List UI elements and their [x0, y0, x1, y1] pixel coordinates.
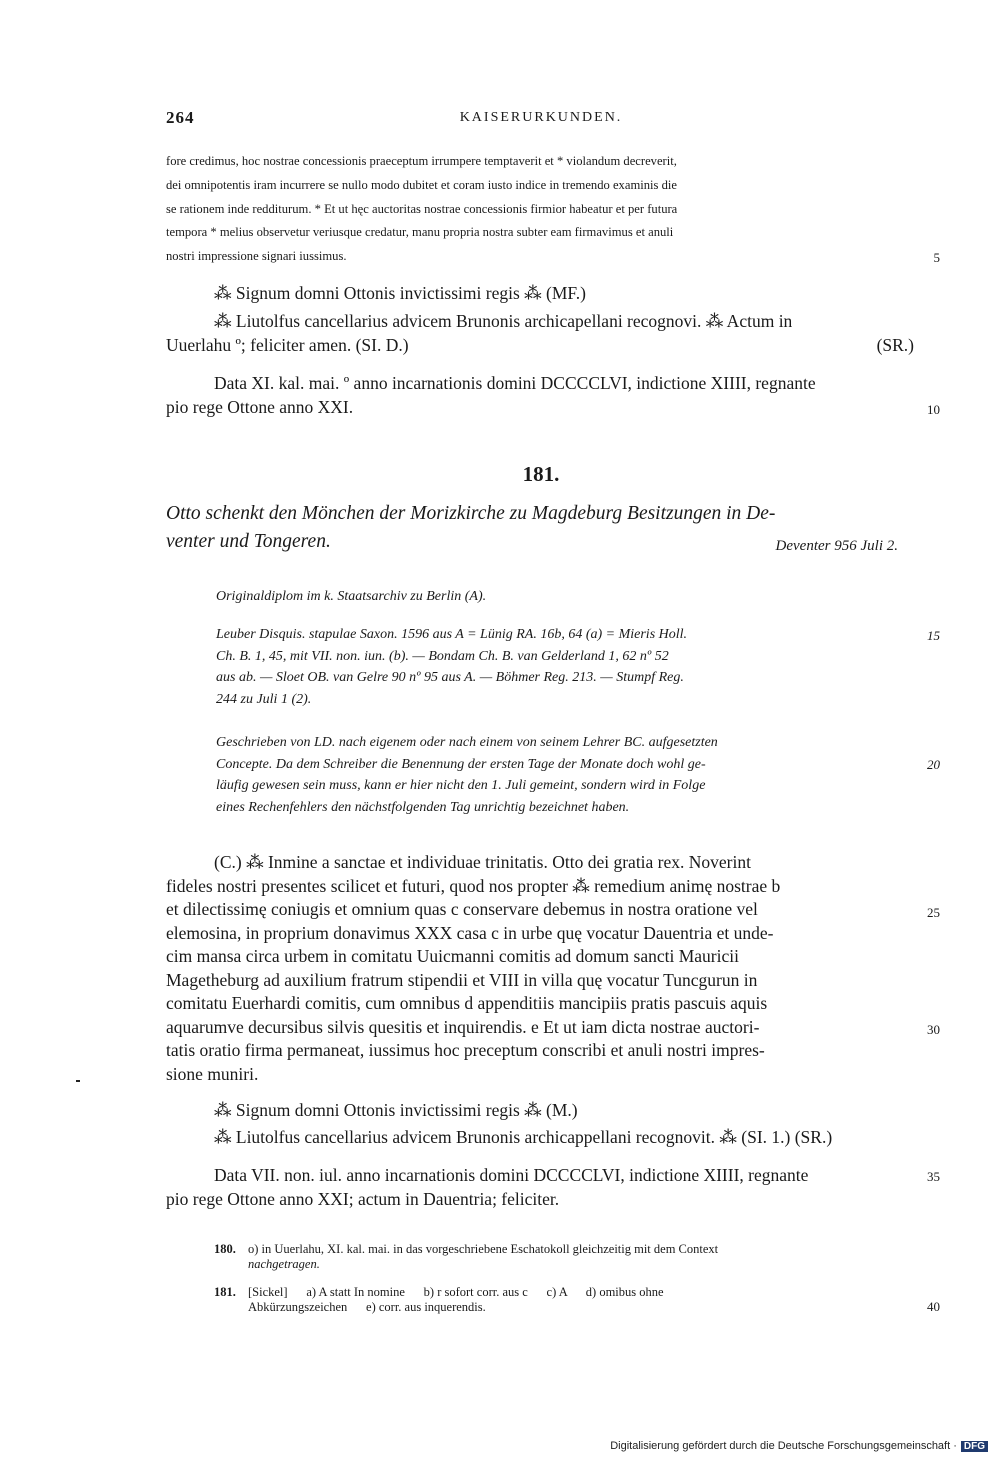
- commentary-line: läufig gewesen sein muss, kann er hier nicht den 1. Juli gemeint, sondern wird in Folge: [216, 778, 706, 793]
- footnote-line: o) in Uuerlahu, XI. kal. mai. in das vorgeschriebene Eschatokoll gleichzeitig mit dem Context: [248, 1242, 719, 1256]
- footnote-180: [216, 1242, 920, 1272]
- line-number: 10: [927, 402, 940, 417]
- signum-line: ⁂ Signum domni Ottonis invictissimi regis ⁂ (M.): [214, 1100, 578, 1120]
- line-number: 40: [927, 1299, 940, 1314]
- edition-line: 244 zu Juli 1 (2).: [216, 691, 312, 707]
- text-line: sione muniri.: [166, 1063, 259, 1084]
- title-line: venter und Tongeren.: [166, 531, 331, 552]
- text-line: (C.) ⁂ Inmine a sanctae et individuae trinitatis. Otto dei gratia rex. Noverint: [214, 852, 751, 872]
- doc180-recognition: [166, 310, 918, 357]
- recognition-line: [166, 334, 918, 358]
- footnote-number: 180.: [214, 1242, 236, 1256]
- commentary-line: eines Rechenfehlers den nächstfolgenden Tag unrichtig bezeichnet haben.: [216, 799, 630, 815]
- footnote-line: [Sickel] a) A statt In nomine b) r sofort corr. aus c c) A d) omibus ohne: [248, 1285, 664, 1299]
- text-line: et dilectissimę coniugis et omnium quas c conservare debemus in nostra oratione vel: [166, 899, 758, 919]
- text-line: comitatu Euerhardi comitis, cum omnibus d appenditiis mancipiis pratis pascuis aquis: [166, 993, 768, 1013]
- editions-list: [216, 624, 940, 710]
- footnote-line: Abkürzungszeichen e) corr. aus inquerendis.: [248, 1300, 486, 1314]
- text-line: elemosina, in proprium donavimus XXX casa c in urbe quę vocatur Dauentria et unde-: [166, 922, 774, 943]
- text-line: Magetheburg ad auxilium fratrum stipendii et VIII in villa quę vocatur Tuncgurun in: [166, 969, 758, 990]
- text-line: cim mansa circa urbem in comitatu Uuicmanni comitis ad domum sancti Mauricii: [166, 946, 739, 966]
- doc180-signum: [166, 282, 918, 306]
- line-number: 5: [933, 250, 940, 265]
- document-number: 181.: [522, 462, 560, 486]
- text-line: fore credimus, hoc nostrae concessionis praeceptum irrumpere temptaverit et * violandum decreverit,: [166, 154, 677, 168]
- footnote-text: [248, 1242, 920, 1272]
- footer-text: Digitalisierung gefördert durch die Deutsche Forschungsgemeinschaft ·: [610, 1440, 957, 1452]
- signum-line: ⁂ Signum domni Ottonis invictissimi regis ⁂ (MF.): [214, 283, 586, 303]
- line-number: 25: [927, 905, 940, 920]
- data-line: Data XI. kal. mai. º anno incarnationis domini DCCCCLVI, indictione XIIII, regnante: [214, 373, 816, 393]
- document-date: Deventer 956 Juli 2.: [775, 538, 898, 554]
- footnote-line: nachgetragen.: [248, 1257, 320, 1271]
- text-line: dei omnipotentis iram incurrere se nullo modo dubitet et coram iusto indice in tremendo examinis die: [166, 177, 677, 192]
- text-line: tempora * melius observetur veriusque credatur, manu propria nostra subter eam firmavimus et anuli: [166, 225, 674, 240]
- doc181-recognition: [166, 1126, 918, 1150]
- commentary-line: Geschrieben von LD. nach eigenem oder nach einem von seinem Lehrer BC. aufgesetzten: [216, 735, 718, 750]
- digitization-footer: [610, 1440, 988, 1452]
- doc181-data: [166, 1164, 940, 1211]
- data-line: Data VII. non. iul. anno incarnationis domini DCCCCLVI, indictione XIIII, regnante: [214, 1165, 809, 1185]
- sr-mark: (SR.): [876, 334, 914, 355]
- data-line: pio rege Ottone anno XXI.: [166, 396, 354, 417]
- page-number: 264: [166, 108, 195, 127]
- line-number: 20: [927, 757, 940, 772]
- footnote-number: 181.: [214, 1285, 236, 1299]
- line-number: 15: [927, 628, 940, 643]
- edition-line: aus ab. — Sloet OB. van Gelre 90 nº 95 aus A. — Böhmer Reg. 213. — Stumpf Reg.: [216, 670, 684, 685]
- text-line: nostri impressione signari iussimus.: [166, 249, 347, 264]
- line-number: 35: [927, 1169, 940, 1184]
- edition-line: Leuber Disquis. stapulae Saxon. 1596 aus A = Lünig RA. 16b, 64 (a) = Mieris Holl.: [216, 627, 688, 642]
- text-line: se rationem inde redditurum. * Et ut hęc auctoritas nostrae concessionis firmior habeatur et per futura: [166, 201, 678, 216]
- running-title: KAISERURKUNDEN.: [459, 110, 623, 125]
- text-line: fideles nostri presentes scilicet et futuri, quod nos propter ⁂ remedium animę nostrae b: [166, 875, 781, 896]
- text-line: aquarumve decursibus silvis quesitis et inquirendis. e Et ut iam dicta nostrae auctori-: [166, 1016, 760, 1037]
- doc180-data: [166, 372, 940, 419]
- doc181-text: [166, 851, 940, 1086]
- margin-mark: [76, 1080, 80, 1082]
- doc181-signum: [166, 1099, 918, 1123]
- recognition-line-text: Uuerlahu º; feliciter amen. (SI. D.): [166, 334, 409, 355]
- recognition-line: ⁂ Liutolfus cancellarius advicem Brunonis archicappellani recognovit. ⁂ (SI. 1.) (SR.): [214, 1127, 833, 1147]
- dfg-logo: DFG: [961, 1441, 988, 1452]
- text-line: tatis oratio firma permaneat, iussimus hoc preceptum conscribi et anuli nostri impres-: [166, 1040, 765, 1060]
- commentary: [216, 732, 940, 818]
- footnote-181: [214, 1285, 940, 1315]
- commentary-line: Concepte. Da dem Schreiber die Benennung der ersten Tage der Monate doch wohl ge-: [216, 756, 706, 772]
- edition-line: Ch. B. 1, 45, mit VII. non. iun. (b). — Bondam Ch. B. van Gelderland 1, 62 nº 52: [216, 648, 669, 664]
- title-line: Otto schenkt den Mönchen der Morizkirche zu Magdeburg Besitzungen in De-: [166, 503, 776, 524]
- line-number: 30: [927, 1022, 940, 1037]
- footnote-text: [248, 1285, 920, 1315]
- doc180-text: [166, 150, 940, 269]
- recognition-line: ⁂ Liutolfus cancellarius advicem Brunonis archicapellani recognovi. ⁂ Actum in: [214, 311, 793, 331]
- original-source: Originaldiplom im k. Staatsarchiv zu Berlin (A).: [216, 589, 487, 604]
- data-line: pio rege Ottone anno XXI; actum in Dauentria; feliciter.: [166, 1188, 560, 1209]
